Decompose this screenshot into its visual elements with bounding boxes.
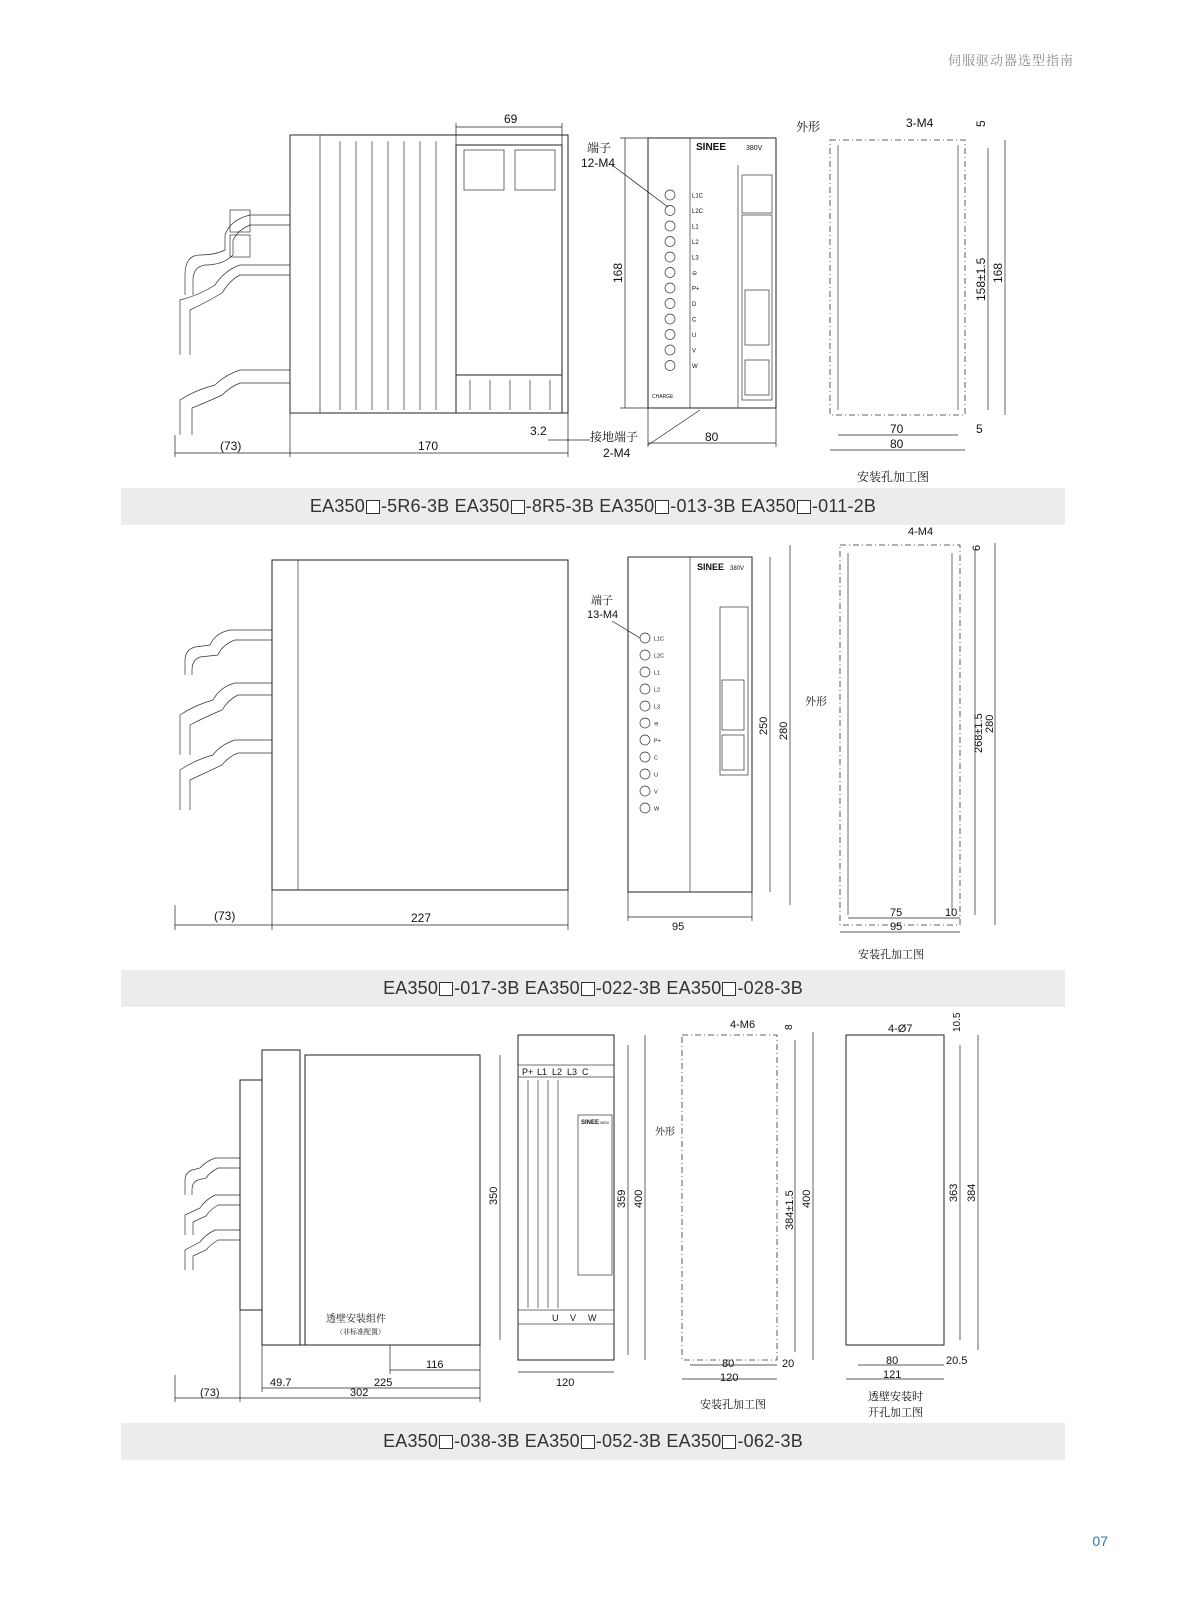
dim-120b: 120 — [720, 1372, 739, 1384]
dim-69: 69 — [504, 112, 518, 126]
terminal-label: L3 — [654, 704, 661, 711]
dim-10-5: 10.5 — [952, 1012, 963, 1032]
terminal-label: P+ — [522, 1067, 534, 1077]
dim-5b: 5 — [976, 422, 983, 436]
side-view-2 — [180, 560, 568, 890]
terminal-label-2: 端子 — [591, 594, 613, 607]
terminal-label: L1 — [692, 224, 699, 231]
dim-73: (73) — [220, 439, 242, 453]
terminal-label: V — [570, 1313, 577, 1323]
wall-caption-1: 透壁安装时 — [868, 1390, 923, 1403]
outline-label-1: 外形 — [796, 120, 821, 134]
dim-384: 384±1.5 — [784, 1190, 796, 1230]
terminal-label: P+ — [654, 738, 661, 745]
kit-note: （非标准配置） — [336, 1328, 385, 1336]
dim-95b: 95 — [890, 921, 903, 933]
dim-227: 227 — [411, 911, 432, 925]
dim-168b: 168 — [991, 262, 1005, 283]
dim-49-7: 49.7 — [270, 1377, 292, 1389]
page-number: 07 — [1092, 1533, 1108, 1549]
terminal-label: L2C — [692, 209, 704, 215]
hole2-label-3: 4-Ø7 — [888, 1023, 913, 1035]
voltage-1: 380V — [746, 145, 763, 152]
ground-spec-1: 2-M4 — [603, 446, 631, 460]
dim-250: 250 — [758, 716, 770, 735]
terminal-label: L1 — [654, 670, 661, 677]
dim-121: 121 — [883, 1369, 902, 1381]
mount-caption-3: 安装孔加工图 — [700, 1398, 766, 1411]
terminal-label: L1C — [654, 636, 665, 643]
terminal-label: L2 — [692, 240, 699, 246]
model-caption-3: EA350 -038-3B EA350 -052-3B EA350 -062-3B — [121, 1423, 1065, 1460]
voltage-3: 380V — [600, 1120, 610, 1125]
terminal-label: L2 — [654, 687, 661, 694]
dim-20: 20 — [782, 1358, 795, 1370]
front-view-3 — [518, 1035, 614, 1360]
dim-20-5: 20.5 — [946, 1355, 968, 1367]
terminal-label: U — [552, 1313, 559, 1323]
dim-302: 302 — [350, 1387, 369, 1399]
dim-120: 120 — [556, 1377, 575, 1389]
drawing-section-3 — [0, 1010, 1178, 1425]
terminal-label: U — [692, 333, 697, 339]
dim-280: 280 — [778, 721, 790, 740]
dim-168: 168 — [611, 262, 625, 283]
brand-2: SINEE — [697, 562, 725, 572]
dim-80: 80 — [705, 430, 719, 444]
dim-70: 70 — [890, 422, 904, 436]
terminal-label: U — [654, 772, 658, 779]
mount-drawing-2 — [840, 545, 960, 925]
dim-6: 6 — [971, 544, 983, 551]
dim-225: 225 — [374, 1377, 393, 1389]
terminal-label: L1 — [537, 1067, 548, 1077]
terminal-label: V — [654, 789, 658, 796]
dim-280b: 280 — [984, 714, 996, 733]
dim-384b: 384 — [966, 1183, 978, 1202]
terminal-label: L3 — [692, 255, 699, 262]
header-title: 伺服驱动器选型指南 — [947, 53, 1074, 68]
dim-8: 8 — [784, 1024, 795, 1030]
model-caption-2: EA350 -017-3B EA350 -022-3B EA350 -028-3B — [121, 970, 1065, 1007]
terminal-label: D — [692, 302, 697, 308]
dim-359: 359 — [616, 1189, 628, 1208]
dim-116: 116 — [426, 1359, 444, 1371]
mount-drawing-3b — [846, 1035, 944, 1345]
dim-73-3: (73) — [200, 1387, 220, 1399]
drawing-section-1 — [0, 105, 1178, 490]
side-view-1 — [180, 135, 568, 435]
dim-73-2: (73) — [214, 909, 236, 923]
dim-400: 400 — [633, 1189, 645, 1208]
terminal-label: ⊖ — [692, 271, 698, 277]
charge-label-1: CHARGE — [652, 394, 674, 400]
terminal-label: ⊖ — [654, 721, 659, 728]
terminal-spec-2: 13-M4 — [587, 609, 619, 621]
front-view-1 — [648, 138, 776, 408]
terminal-label: L2C — [654, 653, 665, 660]
dim-363: 363 — [948, 1183, 960, 1202]
terminal-label: C — [654, 755, 658, 762]
terminal-label: V — [692, 348, 697, 355]
dim-268: 268±1.5 — [973, 713, 985, 753]
front-view-2 — [628, 557, 752, 892]
dim-80b: 80 — [890, 437, 904, 451]
hole-label-2: 4-M4 — [908, 526, 934, 538]
kit-label: 透壁安装组件 — [326, 1314, 386, 1325]
terminal-label: L1C — [692, 193, 704, 200]
dim-400b: 400 — [801, 1189, 813, 1208]
dim-80-3: 80 — [722, 1358, 735, 1370]
dim-95: 95 — [672, 921, 685, 933]
brand-1: SINEE — [696, 142, 727, 153]
hole-label-3: 4-M6 — [730, 1019, 756, 1031]
dim-350: 350 — [488, 1186, 500, 1205]
outline-label-2: 外形 — [805, 695, 827, 708]
terminal-label-1: 端子 — [587, 141, 612, 155]
mount-caption-2: 安装孔加工图 — [858, 948, 924, 961]
hole-label-1: 3-M4 — [906, 116, 934, 130]
terminal-label: W — [654, 806, 660, 813]
terminal-label: W — [692, 364, 698, 370]
mount-caption-1: 安装孔加工图 — [857, 470, 930, 484]
dim-170: 170 — [418, 439, 439, 453]
model-caption-1: EA350 -5R6-3B EA350 -8R5-3B EA350 -013-3B EA350 -011-2B — [121, 488, 1065, 525]
outline-label-3: 外形 — [655, 1127, 675, 1138]
side-view-3 — [185, 1050, 480, 1345]
terminal-label: W — [588, 1313, 597, 1323]
terminal-label: L2 — [552, 1067, 563, 1077]
terminal-spec-1: 12-M4 — [581, 156, 616, 170]
dim-5a: 5 — [974, 120, 988, 127]
drawing-section-2 — [0, 526, 1178, 965]
dim-3-2: 3.2 — [530, 424, 547, 438]
terminal-label: P+ — [692, 286, 700, 293]
terminal-label: L3 — [567, 1067, 578, 1077]
dim-10: 10 — [945, 907, 958, 919]
ground-label-1: 接地端子 — [590, 430, 639, 444]
dim-158: 158±1.5 — [974, 257, 988, 301]
terminal-label: C — [582, 1067, 589, 1077]
dim-80-3b: 80 — [886, 1355, 899, 1367]
terminal-label: C — [692, 317, 697, 324]
mount-drawing-1 — [830, 140, 965, 415]
voltage-2: 380V — [730, 566, 745, 572]
wall-caption-2: 开孔加工图 — [868, 1406, 923, 1419]
mount-drawing-3a — [682, 1035, 777, 1360]
dim-75: 75 — [890, 907, 903, 919]
brand-3: SINEE — [581, 1120, 600, 1126]
